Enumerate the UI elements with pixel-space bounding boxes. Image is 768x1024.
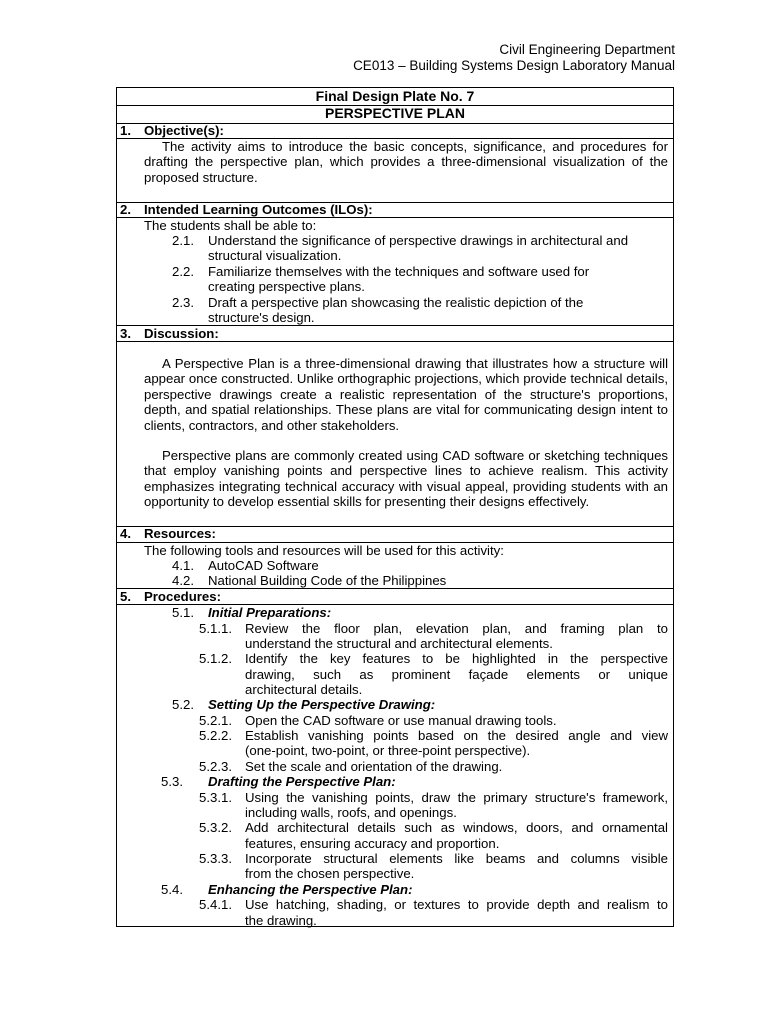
plate-subtitle: PERSPECTIVE PLAN — [324, 105, 466, 121]
divider — [117, 341, 673, 342]
step-text: Identify the key features to be highlighted in the perspective — [245, 651, 668, 666]
step-number: 5.1.2. — [199, 651, 232, 666]
step-text: Use hatching, shading, or textures to provide depth and realism to — [245, 897, 668, 912]
design-plate-table — [116, 87, 674, 927]
subsection-number: 5.4. — [161, 882, 183, 897]
step-text: Add architectural details such as windows, doors, and ornamental — [245, 820, 668, 835]
section-heading-procedures: Procedures: — [144, 589, 221, 604]
step-number: 5.3.3. — [199, 851, 232, 866]
subsection-number: 5.2. — [172, 697, 194, 712]
subsection-number: 5.3. — [161, 774, 183, 789]
list-item-number: 2.3. — [172, 295, 194, 310]
step-number: 5.1.1. — [199, 621, 232, 636]
list-item: Familiarize themselves with the techniques and software used for — [208, 264, 590, 279]
step-text: Review the floor plan, elevation plan, and framing plan to — [245, 621, 668, 636]
subsection-title: Setting Up the Perspective Drawing: — [208, 697, 436, 712]
header-department: Civil Engineering Department — [499, 42, 675, 57]
section-number: 2. — [120, 202, 131, 217]
list-item-number: 2.1. — [172, 233, 194, 248]
step-text: understand the structural and architectural elements. — [245, 636, 553, 651]
step-text: Open the CAD software or use manual drawing tools. — [245, 713, 557, 728]
step-text: drawing, such as prominent façade elements or unique — [245, 667, 668, 682]
subsection-number: 5.1. — [172, 605, 194, 620]
list-item: Draft a perspective plan showcasing the realistic depiction of the — [208, 295, 584, 310]
step-text: features, ensuring accuracy and proportion. — [245, 836, 500, 851]
step-number: 5.3.1. — [199, 790, 232, 805]
step-number: 5.2.2. — [199, 728, 232, 743]
ilos-intro: The students shall be able to: — [144, 218, 317, 233]
resources-intro: The following tools and resources will be used for this activity: — [144, 543, 504, 558]
discussion-paragraph: Perspective plans are commonly created using CAD software or sketching techniques that employ vanishing points and perspective lines to achieve realism. This activity emphasizes integrating technical accuracy with visual appeal, providing students with an opportunity to develop essential skills for presenting their designs effectively. — [144, 448, 668, 510]
step-number: 5.4.1. — [199, 897, 232, 912]
section-heading-objectives: Objective(s): — [144, 123, 224, 138]
step-text: Incorporate structural elements like beams and columns visible — [245, 851, 668, 866]
section-number: 5. — [120, 589, 131, 604]
discussion-paragraph: A Perspective Plan is a three-dimensional drawing that illustrates how a structure will appear once constructed. Unlike orthographic projections, which provide technical details, perspective drawings create a realistic representation of the structure's proportions, depth, and spatial relationships. These plans are vital for communicating design intent to clients, contractors, and other stakeholders. — [144, 356, 668, 433]
list-item-number: 2.2. — [172, 264, 194, 279]
step-text: the drawing. — [245, 913, 317, 928]
step-text: (one-point, two-point, or three-point perspective). — [245, 743, 531, 758]
section-number: 3. — [120, 326, 131, 341]
list-item-number: 4.2. — [172, 573, 194, 588]
subsection-title: Enhancing the Perspective Plan: — [208, 882, 413, 897]
step-text: Establish vanishing points based on the desired angle and view — [245, 728, 668, 743]
plate-title: Final Design Plate No. 7 — [315, 88, 475, 104]
step-text: architectural details. — [245, 682, 363, 697]
step-number: 5.2.1. — [199, 713, 232, 728]
step-text: including walls, roofs, and openings. — [245, 805, 457, 820]
step-text: Set the scale and orientation of the drawing. — [245, 759, 503, 774]
list-item: Understand the significance of perspective drawings in architectural and — [208, 233, 629, 248]
step-number: 5.3.2. — [199, 820, 232, 835]
list-item: National Building Code of the Philippines — [208, 573, 447, 588]
divider — [117, 604, 673, 605]
list-item-number: 4.1. — [172, 558, 194, 573]
subsection-title: Initial Preparations: — [208, 605, 332, 620]
section-heading-discussion: Discussion: — [144, 326, 219, 341]
step-text: Using the vanishing points, draw the primary structure's framework, — [245, 790, 668, 805]
section-heading-resources: Resources: — [144, 526, 216, 541]
list-item: structure's design. — [208, 310, 315, 325]
objectives-text: The activity aims to introduce the basic concepts, significance, and procedures for drafting the perspective plan, which provides a three-dimensional visualization of the proposed structure. — [144, 139, 668, 185]
step-number: 5.2.3. — [199, 759, 232, 774]
header-course: CE013 – Building Systems Design Laboratory Manual — [353, 58, 675, 73]
section-heading-ilos: Intended Learning Outcomes (ILOs): — [144, 202, 373, 217]
section-number: 1. — [120, 123, 131, 138]
section-number: 4. — [120, 526, 131, 541]
list-item: AutoCAD Software — [208, 558, 319, 573]
list-item: structural visualization. — [208, 248, 342, 263]
step-text: from the chosen perspective. — [245, 866, 415, 881]
subsection-title: Drafting the Perspective Plan: — [208, 774, 396, 789]
list-item: creating perspective plans. — [208, 279, 365, 294]
